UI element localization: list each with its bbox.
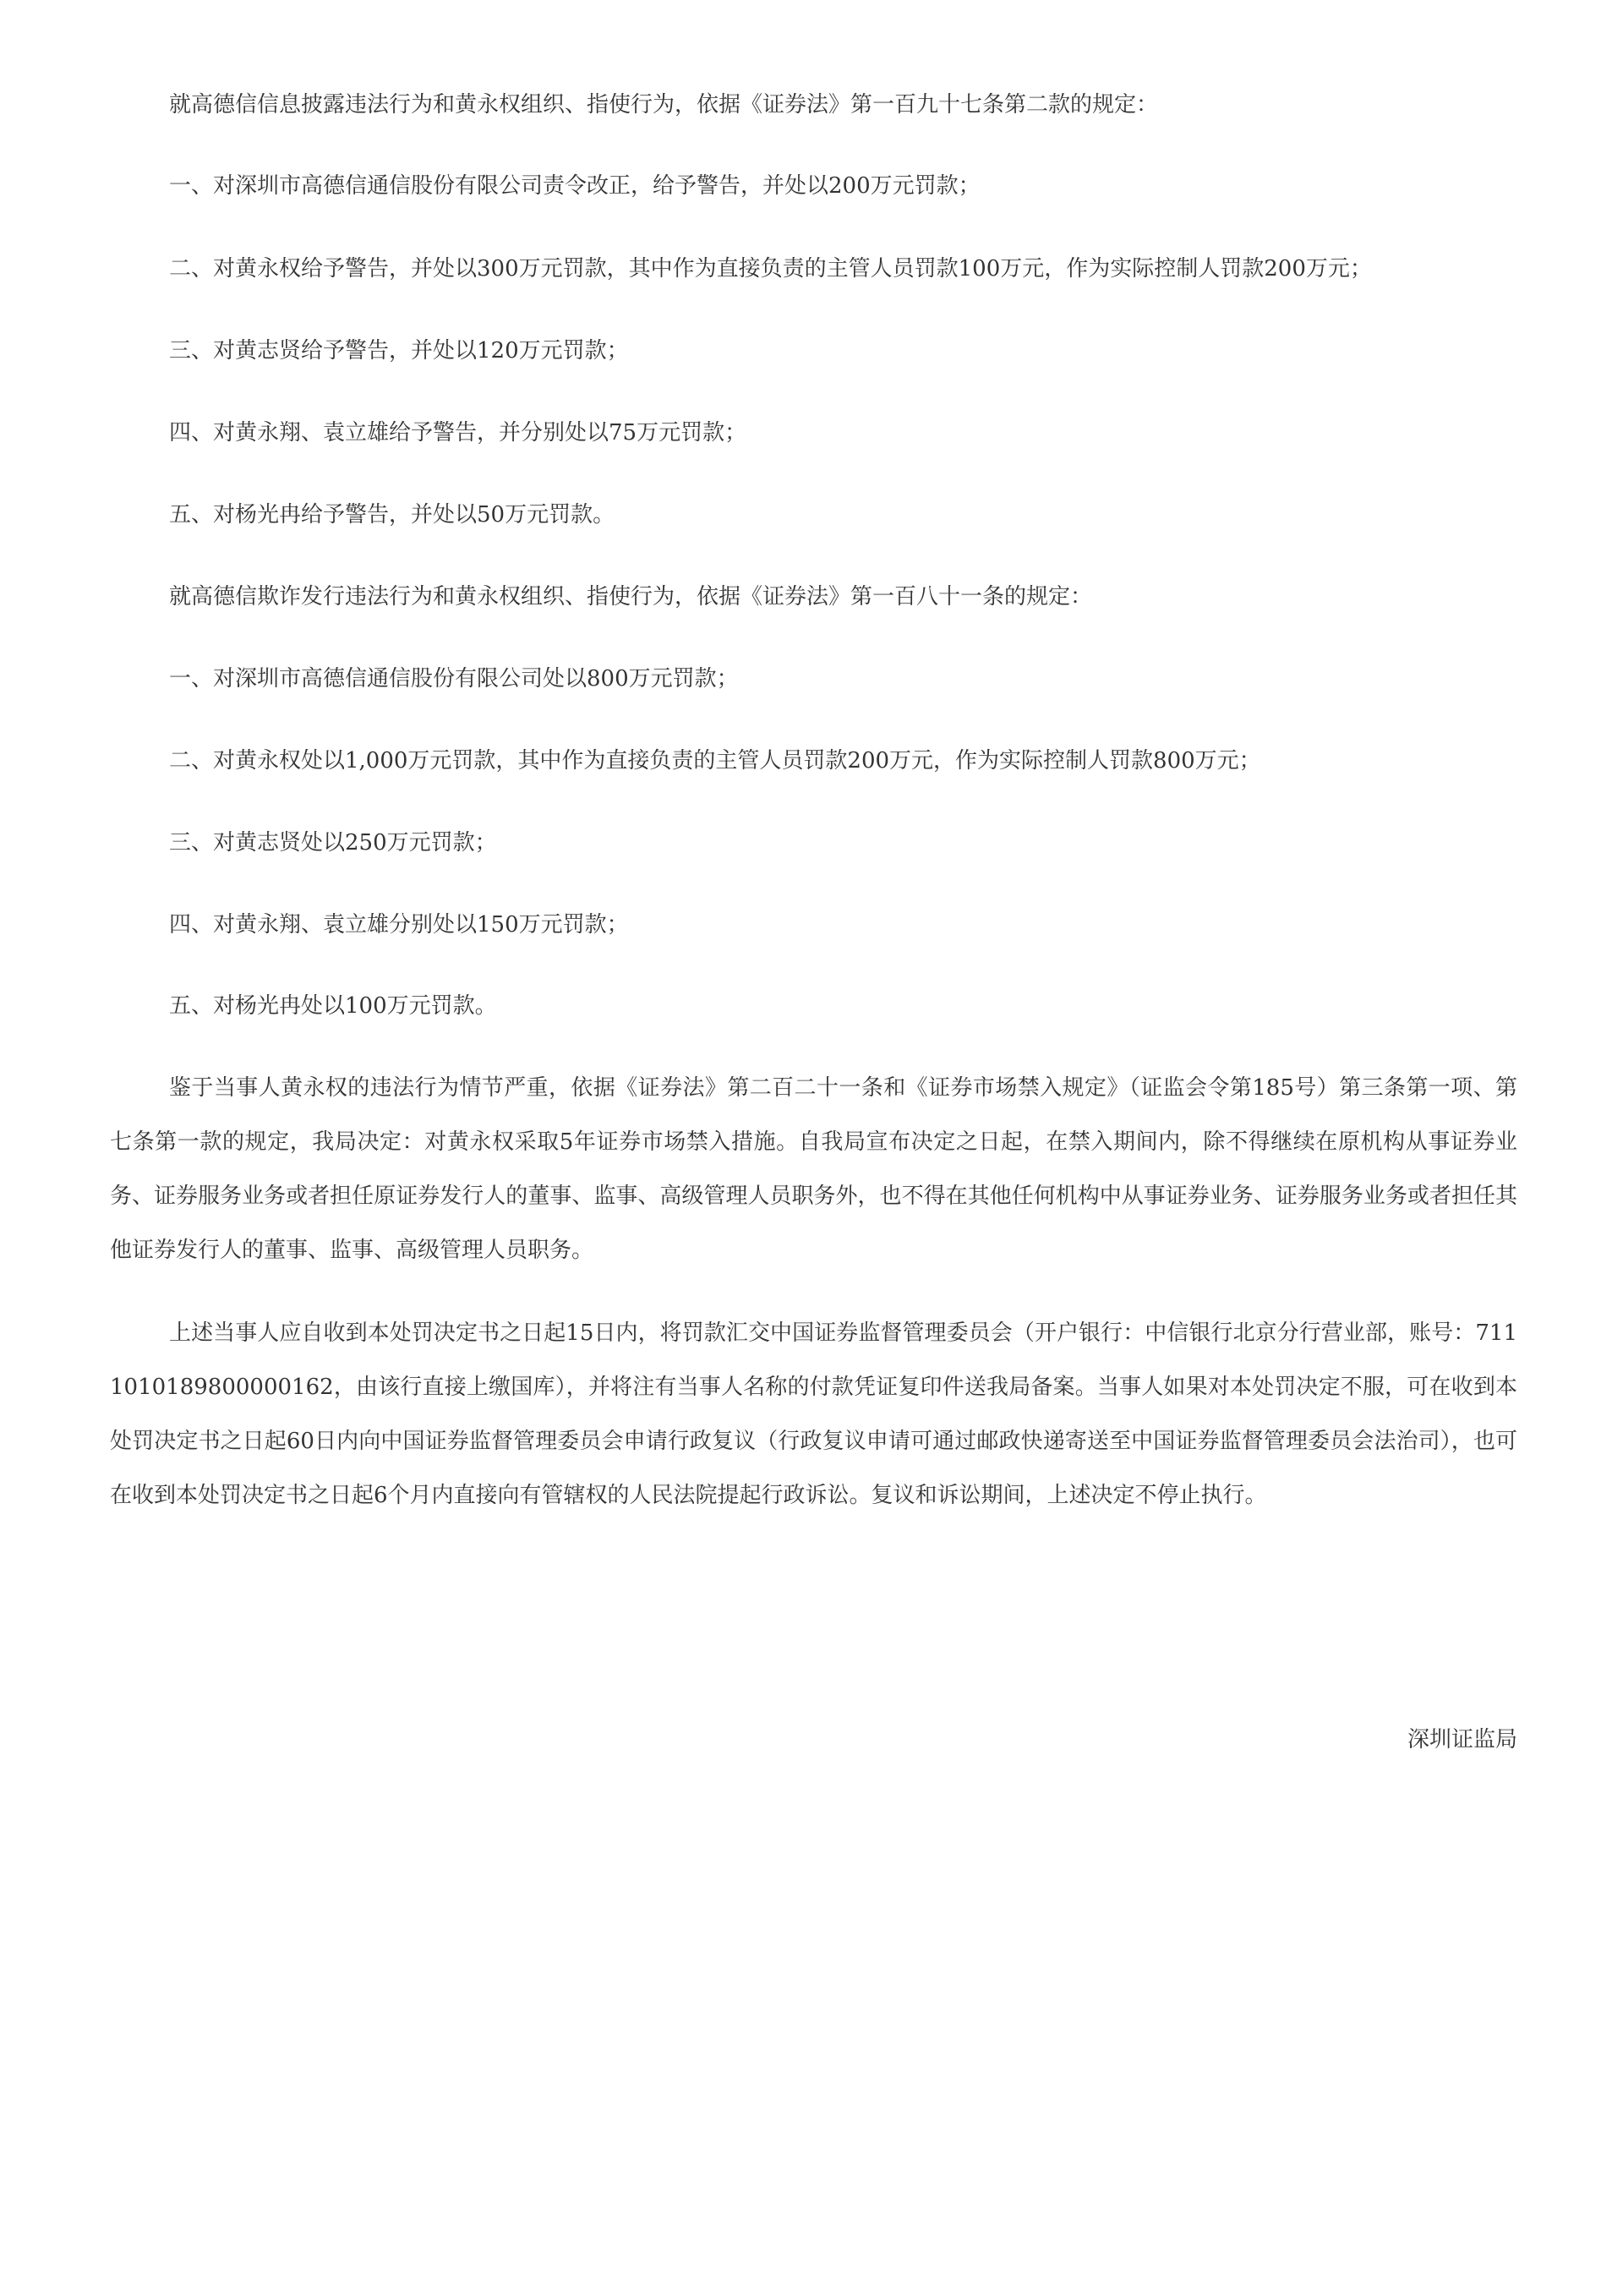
issuer-signature: 深圳证监局 [1407, 1727, 1518, 1752]
fraud-penalty-item: 一、对深圳市高德信通信股份有限公司处以800万元罚款； [169, 666, 739, 692]
section-fraud-heading: 就高德信欺诈发行违法行为和黄永权组织、指使行为，依据《证券法》第一百八十一条的规定： [169, 584, 1093, 610]
fraud-penalty-item: 五、对杨光冉处以100万元罚款。 [169, 993, 497, 1019]
disclosure-penalty-item: 四、对黄永翔、袁立雄给予警告，并分别处以75万元罚款； [169, 420, 747, 446]
disclosure-penalty-item: 五、对杨光冉给予警告，并处以50万元罚款。 [169, 502, 615, 528]
fraud-penalty-item: 三、对黄志贤处以250万元罚款； [169, 830, 497, 856]
market-ban-paragraph: 鉴于当事人黄永权的违法行为情节严重，依据《证券法》第二百二十一条和《证券市场禁入规定》（证监会令第185号）第三条第一项、第七条第一款的规定，我局决定：对黄永权采取5年证券市场禁入措施。自我局宣布决定之日起，在禁入期间内，除不得继续在原机构从事证券业务、证券服务业务或者担任原证券发行人的董事、监事、高级管理人员职务外，也不得在其他任何机构中从事证券业务、证券服务业务或者担任其他证券发行人的董事、监事、高级管理人员职务。 [110, 1075, 1517, 1263]
disclosure-penalty-item: 二、对黄永权给予警告，并处以300万元罚款，其中作为直接负责的主管人员罚款100万元，作为实际控制人罚款200万元； [169, 256, 1372, 282]
fraud-penalty-item: 二、对黄永权处以1,000万元罚款，其中作为直接负责的主管人员罚款200万元，作为实际控制人罚款800万元； [169, 748, 1261, 774]
payment-instructions-paragraph: 上述当事人应自收到本处罚决定书之日起15日内，将罚款汇交中国证券监督管理委员会（开户银行：中信银行北京分行营业部，账号：7111010189800000162，由该行直接上缴国库），并将注有当事人名称的付款凭证复印件送我局备案。当事人如果对本处罚决定不服，可在收到本处罚决定书之日起60日内向中国证券监督管理委员会申请行政复议（行政复议申请可通过邮政快递寄送至中国证券监督管理委员会法治司），也可在收到本处罚决定书之日起6个月内直接向有管辖权的人民法院提起行政诉讼。复议和诉讼期间，上述决定不停止执行。 [110, 1320, 1517, 1508]
disclosure-penalty-item: 三、对黄志贤给予警告，并处以120万元罚款； [169, 338, 629, 364]
fraud-penalty-item: 四、对黄永翔、袁立雄分别处以150万元罚款； [169, 912, 629, 938]
disclosure-penalty-item: 一、对深圳市高德信通信股份有限公司责令改正，给予警告，并处以200万元罚款； [169, 173, 981, 199]
section-disclosure-heading: 就高德信信息披露违法行为和黄永权组织、指使行为，依据《证券法》第一百九十七条第二款的规定： [169, 92, 1159, 118]
